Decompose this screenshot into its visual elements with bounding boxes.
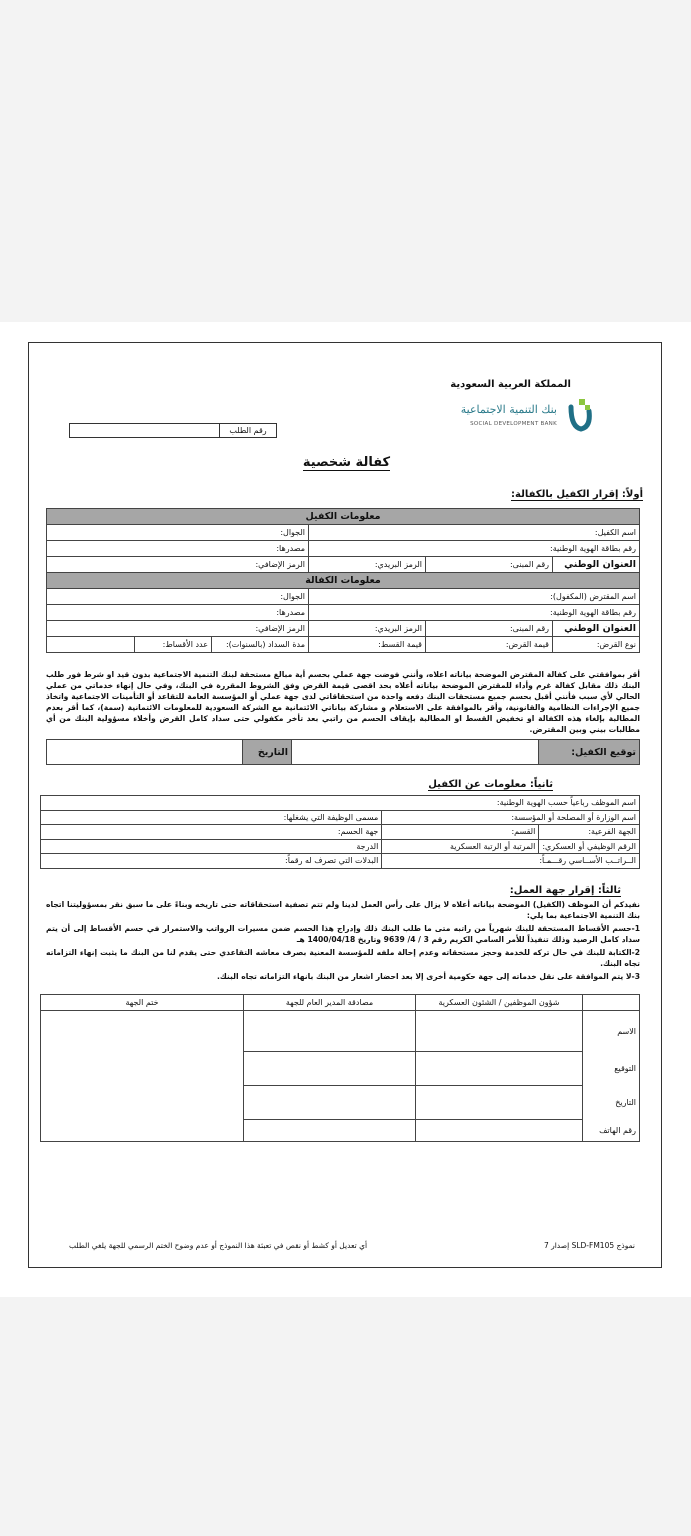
rank-field[interactable]: المرتبة أو الرتبة العسكرية bbox=[382, 839, 539, 854]
job-number-field[interactable]: الرقم الوظيفي أو العسكري: bbox=[539, 839, 640, 854]
guarantor-info-table bbox=[46, 508, 640, 653]
additional-code-field[interactable]: الرمز الإضافي: bbox=[47, 557, 309, 573]
row-sign-label: التوقيع bbox=[583, 1051, 640, 1085]
borrower-source-field[interactable]: مصدرها: bbox=[47, 605, 309, 621]
hr-phone-cell[interactable] bbox=[416, 1119, 583, 1142]
national-address-label-2: العنوان الوطني bbox=[553, 621, 640, 637]
gm-name-cell[interactable] bbox=[244, 1011, 416, 1052]
approval-table bbox=[40, 994, 640, 1142]
job-title-field[interactable]: مسمى الوظيفة التي يشغلها: bbox=[41, 810, 382, 825]
form-frame bbox=[28, 342, 662, 1268]
signature-table bbox=[46, 739, 640, 765]
signature-date-label: التاريخ bbox=[243, 740, 292, 765]
request-number-label: رقم الطلب bbox=[219, 424, 276, 437]
employee-info-table bbox=[40, 795, 640, 869]
bank-logo-icon bbox=[565, 397, 593, 435]
borrower-name-field[interactable]: اسم المقترض (المكفول): bbox=[309, 589, 640, 605]
guarantor-source-field[interactable]: مصدرها: bbox=[47, 541, 309, 557]
building-no-field-2[interactable]: رقم المبنى: bbox=[426, 621, 553, 637]
allowances-field[interactable]: البدلات التي تصرف له رقماً: bbox=[41, 854, 382, 869]
approval-corner bbox=[583, 995, 640, 1011]
spare-cell[interactable] bbox=[47, 637, 135, 653]
basic-salary-field[interactable]: الــراتــب الأســاسي رقـــمـاً: bbox=[382, 854, 640, 869]
hr-sign-cell[interactable] bbox=[416, 1051, 583, 1085]
employee-name-field[interactable]: اسم الموظف رباعياً حسب الهوية الوطنية: bbox=[41, 796, 640, 811]
grade-field[interactable]: الدرجة bbox=[41, 839, 382, 854]
national-address-label: العنوان الوطني bbox=[553, 557, 640, 573]
guarantor-signature-label: توقيع الكفيل: bbox=[539, 740, 640, 765]
borrower-mobile-field[interactable]: الجوال: bbox=[47, 589, 309, 605]
row-date-label: التاريخ bbox=[583, 1085, 640, 1119]
building-no-field[interactable]: رقم المبنى: bbox=[426, 557, 553, 573]
additional-code-field-2[interactable]: الرمز الإضافي: bbox=[47, 621, 309, 637]
gm-date-cell[interactable] bbox=[244, 1085, 416, 1119]
department-field[interactable]: القسم: bbox=[382, 825, 539, 840]
bank-name-en: SOCIAL DEVELOPMENT BANK bbox=[470, 421, 557, 427]
bank-name-ar: بنك التنمية الاجتماعية bbox=[460, 403, 557, 416]
employer-item-1: 1-حسم الأقساط المستحقة للبنك شهرياً من راتبه متى ما طلب البنك ذلك وإدراج هذا الحسم ضمن مسيرات الرواتب والاستمرار في حسم الأقساط إلى أن يتم سداد كامل الرصيد وذلك تنفيذاً للأمر السامي الكريم رقم 3 / 4/ 9639 وتاريخ 1400/04/18 هـ bbox=[46, 924, 640, 944]
repayment-period-field[interactable]: مدة السداد (بالسنوات): bbox=[212, 637, 309, 653]
guarantor-declaration: أقر بموافقتي على كفالة المقترض الموضحة بياناته اعلاه، وأنني فوضت جهة عملي بحسم أية مبالغ مستحقة لبنك التنمية الاجتماعية بدون قيد او شرط فور طلب البنك ذلك مقابل كفالة غرم وأداء للمقترض الموضحة بياناته أعلاه بحد اقصى قيمة القرض وفق الشروط المقررة في البنك، وفي حال إنهاء خدماتي من عملي الحالي لأي سبب فأنني أقبل بحسم جميع مستحقات البنك دفعه واحدة من استحقاقاتي لدى جهة عملي أو المؤسسة العامة للتقاعد أو التأمينات الاجتماعية واتخاذ جميع الإجراءات النظامية والقانونية، وأقر بالموافقة على الاستعلام و مشاركة بياناتي الائتمانية مع الشركة السعودية للمعلومات الائتمانية (سمة)، كما أقر بعدم المطالبة بإلغاء هذه الكفالة او تخفيض القسط او المطالبة بإيقاف الحسم من راتبي بعد تأخر مكفولي حتى سداد كامل القرض وأخلاء مسؤولية البنك من أي مطالبات بيني وبين المقترض. bbox=[46, 670, 640, 734]
guarantor-signature-field[interactable] bbox=[292, 740, 539, 765]
gm-sign-cell[interactable] bbox=[244, 1051, 416, 1085]
section2-heading: ثانياً: معلومات عن الكفيل bbox=[428, 779, 553, 790]
form-code: نموذج SLD-FM105 إصدار 7 bbox=[543, 1241, 635, 1250]
form-title: كفالة شخصية bbox=[302, 455, 391, 470]
section3-heading: ثالثاً: إقرار جهة العمل: bbox=[509, 885, 621, 896]
col-gm: مصادقة المدير العام للجهة bbox=[244, 995, 416, 1011]
installments-count-field[interactable]: عدد الأقساط: bbox=[135, 637, 212, 653]
stamp-cell[interactable] bbox=[41, 1011, 244, 1142]
guarantor-id-field[interactable]: رقم بطاقة الهوية الوطنية: bbox=[309, 541, 640, 557]
guarantor-name-field[interactable]: اسم الكفيل: bbox=[309, 525, 640, 541]
col-hr: شؤون الموظفين / الشئون العسكرية bbox=[416, 995, 583, 1011]
hr-date-cell[interactable] bbox=[416, 1085, 583, 1119]
section1-heading: أولاً: إقرار الكفيل بالكفالة: bbox=[511, 489, 643, 500]
bank-logo bbox=[453, 397, 593, 439]
signature-date-field[interactable] bbox=[47, 740, 243, 765]
sub-entity-field[interactable]: الجهة الفرعية: bbox=[539, 825, 640, 840]
row-name-label: الاسم bbox=[583, 1011, 640, 1052]
loan-type-field[interactable]: نوع القرض: bbox=[553, 637, 640, 653]
gm-phone-cell[interactable] bbox=[244, 1119, 416, 1142]
footer-note: أي تعديل أو كشط أو نقص في تعبئة هذا النموذج أو عدم وضوح الختم الرسمي للجهة يلغي الطلب bbox=[69, 1241, 368, 1250]
hr-name-cell[interactable] bbox=[416, 1011, 583, 1052]
row-phone-label: رقم الهاتف bbox=[583, 1119, 640, 1142]
postal-code-field-2[interactable]: الرمز البريدي: bbox=[309, 621, 426, 637]
ministry-field[interactable]: اسم الوزارة أو المصلحة أو المؤسسة: bbox=[382, 810, 640, 825]
employer-item-2: 2-الكتابة للبنك في حال تركه للخدمة وحجز مستحقاته وعدم إحالة ملفه للمؤسسة المعنية بصرف معاشه التقاعدي حتى يقدم لنا من البنك ما يثبت إنهاء التزاماته تجاه البنك. bbox=[46, 948, 640, 968]
installment-value-field[interactable]: قيمة القسط: bbox=[309, 637, 426, 653]
loan-value-field[interactable]: قيمة القرض: bbox=[426, 637, 553, 653]
employer-item-3: 3-لا يتم الموافقة على نقل خدماته إلى جهة حكومية أخرى إلا بعد احضار اشعار من البنك بانهاء التزاماته تجاه البنك. bbox=[216, 972, 640, 981]
guarantee-header: معلومات الكفالة bbox=[47, 573, 640, 589]
form-page bbox=[0, 322, 691, 1297]
request-number-box[interactable] bbox=[69, 423, 277, 438]
col-stamp: ختم الجهة bbox=[41, 995, 244, 1011]
employer-intro: نفيدكم أن الموظف (الكفيل) الموضحة بياناته أعلاه لا يزال على رأس العمل لدينا ولم تتم تصفية استحقاقاته حتى تاريخه وبناءً على ما سبق نقر بمسؤوليتنا اتجاه بنك التنمية الاجتماعية بما يلي: bbox=[46, 900, 640, 920]
postal-code-field[interactable]: الرمز البريدي: bbox=[309, 557, 426, 573]
entity-side-field[interactable]: جهة الحسم: bbox=[41, 825, 382, 840]
borrower-id-field[interactable]: رقم بطاقة الهوية الوطنية: bbox=[309, 605, 640, 621]
kingdom-title: المملكة العربية السعودية bbox=[450, 379, 571, 390]
guarantor-mobile-field[interactable]: الجوال: bbox=[47, 525, 309, 541]
guarantor-header: معلومات الكفيل bbox=[47, 509, 640, 525]
